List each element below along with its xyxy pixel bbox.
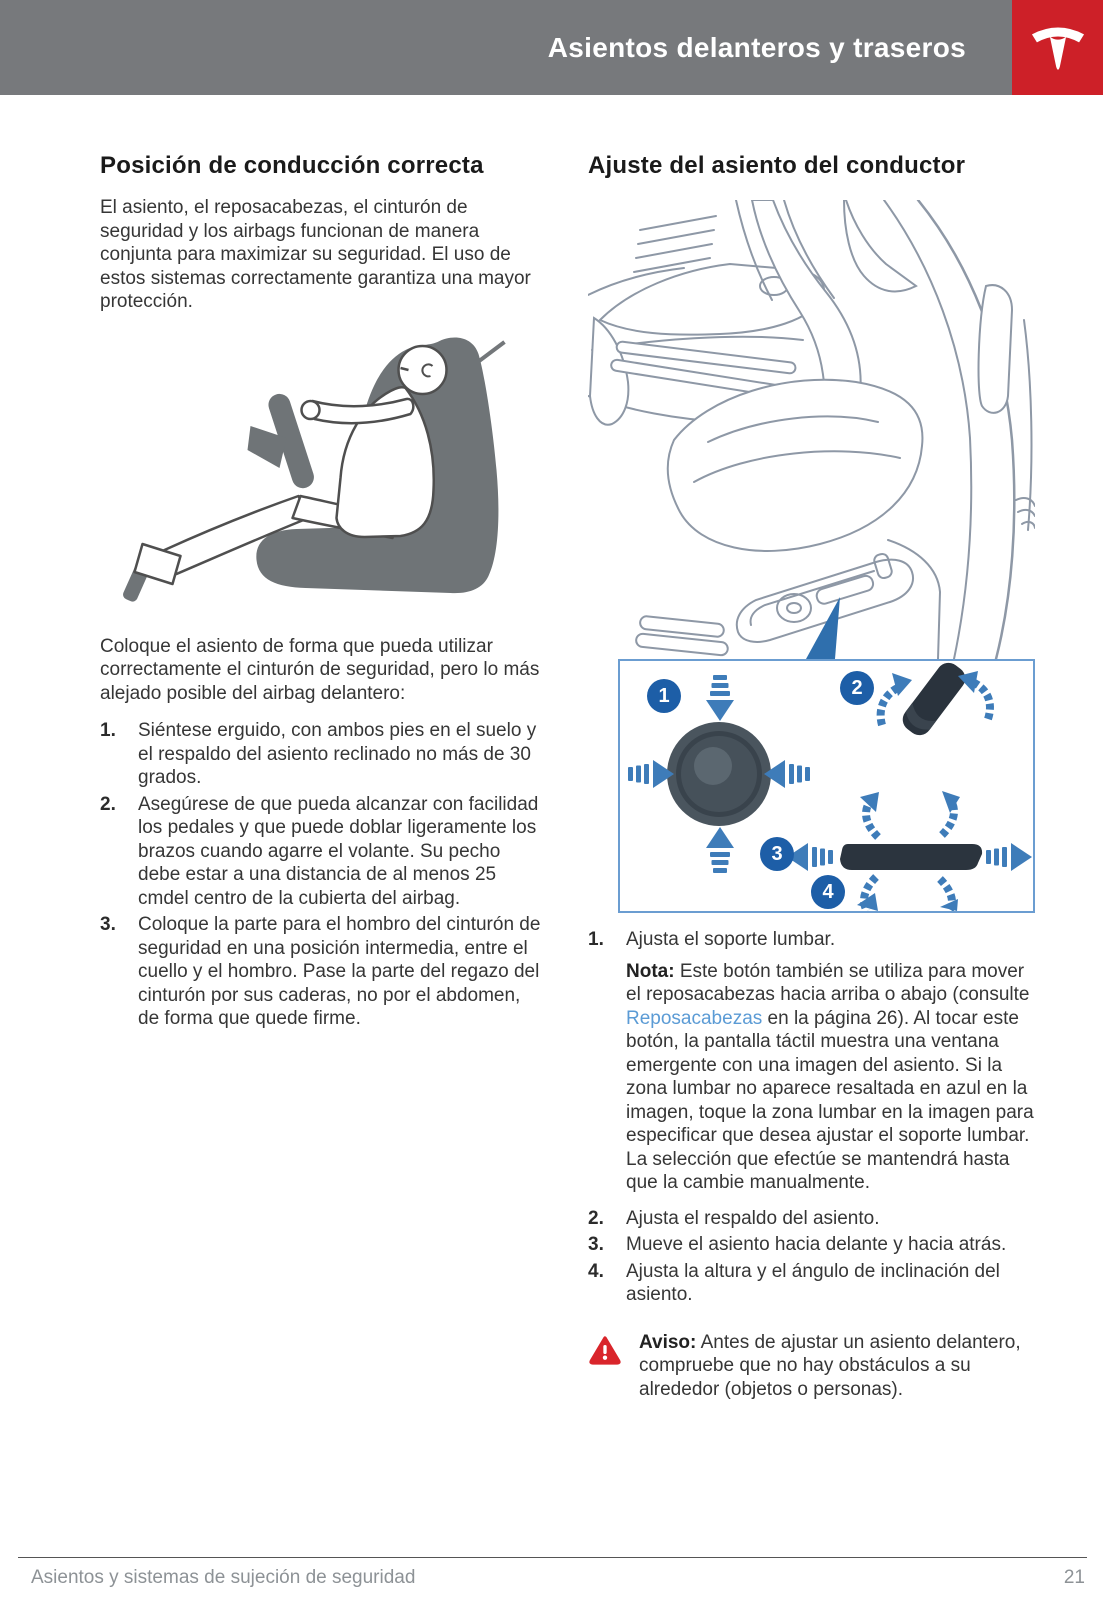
- list-item: [100, 913, 541, 1031]
- backrest-switch-control: [898, 661, 970, 740]
- arrow-down-icon: [706, 675, 734, 721]
- list-item-number: 3.: [100, 914, 116, 935]
- warning-body: Antes de ajustar un asiento delantero, compruebe que no hay obstáculos a su alrededor (objetos o personas).: [639, 1331, 1021, 1400]
- list-item-text: Ajusta la altura y el ángulo de inclinación del asiento.: [626, 1260, 1000, 1305]
- warning-block: [588, 1331, 1037, 1402]
- list-item: [588, 928, 1037, 952]
- page-header: [0, 0, 1012, 95]
- warning-triangle-icon: [588, 1334, 622, 1366]
- list-item-number: 3.: [588, 1234, 604, 1255]
- note-paragraph: [626, 960, 1037, 1195]
- right-section-heading: Ajuste del asiento del conductor: [588, 152, 966, 179]
- tesla-logo-box: [1012, 0, 1103, 95]
- list-item-text: Coloque la parte para el hombro del cinturón de seguridad en una posición intermedia, entre el cuello y el hombro. Pase la parte del regazo del cinturón por sus caderas, no por el abdomen, de forma que quede firme.: [138, 914, 541, 1029]
- list-item: [588, 1233, 1037, 1257]
- note-text-before: Este botón también se utiliza para mover el reposacabezas hacia arriba o abajo (consulte: [626, 960, 1030, 1005]
- seat-slide-control: [840, 844, 982, 870]
- list-item-number: 1.: [588, 929, 604, 950]
- arrow-right-icon: [628, 760, 674, 788]
- seat-controls-diagram-art: [620, 661, 1033, 911]
- arrow-right-icon: [986, 843, 1032, 871]
- tesla-logo-icon: [1027, 13, 1089, 83]
- warning-icon-wrap: [588, 1331, 622, 1402]
- warning-text: [639, 1331, 1037, 1402]
- footer-page-number: 21: [1063, 1567, 1085, 1588]
- reposacabezas-link[interactable]: Reposacabezas: [626, 1007, 763, 1029]
- diagram-number-badge: 4: [811, 875, 845, 909]
- note-label: Nota:: [626, 960, 675, 982]
- list-item-number: 4.: [588, 1260, 604, 1282]
- arrow-left-icon: [787, 843, 833, 871]
- driver-hand: [302, 401, 320, 419]
- lumbar-knob-control: [667, 722, 771, 826]
- list-item-text: Siéntese erguido, con ambos pies en el suelo y el respaldo del asiento reclinado no más de 30 grados.: [138, 720, 537, 788]
- left-section-heading: Posición de conducción correcta: [100, 152, 484, 179]
- diagram-number-badge: 3: [760, 837, 794, 871]
- arrow-up-icon: [706, 827, 734, 873]
- footer-divider: [18, 1557, 1087, 1558]
- list-item-text: Mueve el asiento hacia delante y hacia atrás.: [626, 1234, 1007, 1255]
- list-item: [100, 793, 541, 911]
- left-numbered-list: [100, 719, 541, 1031]
- right-column: [588, 928, 1037, 1401]
- list-item-number: 2.: [588, 1207, 604, 1229]
- page-header-title: Asientos delanteros y traseros: [547, 31, 966, 63]
- diagram-number-badge: 1: [647, 679, 681, 713]
- warning-label: Aviso:: [639, 1331, 697, 1353]
- footer-section-title: Asientos y sistemas de sujeción de seguridad: [31, 1567, 416, 1588]
- list-item: [100, 719, 541, 790]
- diagram-number-badge: 2: [840, 671, 874, 705]
- arrow-left-icon: [764, 760, 810, 788]
- list-item-text: Ajusta el soporte lumbar.: [626, 929, 836, 950]
- list-item: [588, 1207, 1037, 1231]
- right-column-heading-wrap: [588, 152, 1037, 196]
- list-item-number: 2.: [100, 793, 116, 815]
- left-column: [100, 152, 541, 1034]
- list-item: [588, 1260, 1037, 1307]
- driving-position-illustration: [100, 330, 541, 615]
- list-item-number: 1.: [100, 720, 116, 741]
- left-intro-paragraph: El asiento, el reposacabezas, el cinturón de seguridad y los airbags funcionan de manera conjunta para maximizar su seguridad. El uso de estos sistemas correctamente garantiza una mayor protección.: [100, 197, 531, 312]
- list-item-text: Ajusta el respaldo del asiento.: [626, 1207, 880, 1229]
- note-text-after: en la página 26). Al tocar este botón, la pantalla táctil muestra una ventana emergente con una imagen del asiento. Si la zona lumbar no aparece resaltada en azul en la imagen, toque la zona lumbar en la imagen para especificar que desea ajustar el soporte lumbar. La selección que efectúe se mantendrá hasta que la cambie manualmente.: [626, 1007, 1034, 1193]
- list-item-text: Asegúrese de que pueda alcanzar con facilidad los pedales y que puede doblar ligeramente los brazos cuando agarre el volante. Su pecho debe estar a una distancia de al menos 25 cmdel centro de la cubierta del airbag.: [138, 793, 539, 909]
- seat-controls-diagram: [618, 659, 1035, 913]
- left-body-paragraph: Coloque el asiento de forma que pueda utilizar correctamente el cinturón de seguridad, pero lo más alejado posible del airbag delantero:: [100, 635, 540, 704]
- driver-seat-illustration: [588, 200, 1035, 659]
